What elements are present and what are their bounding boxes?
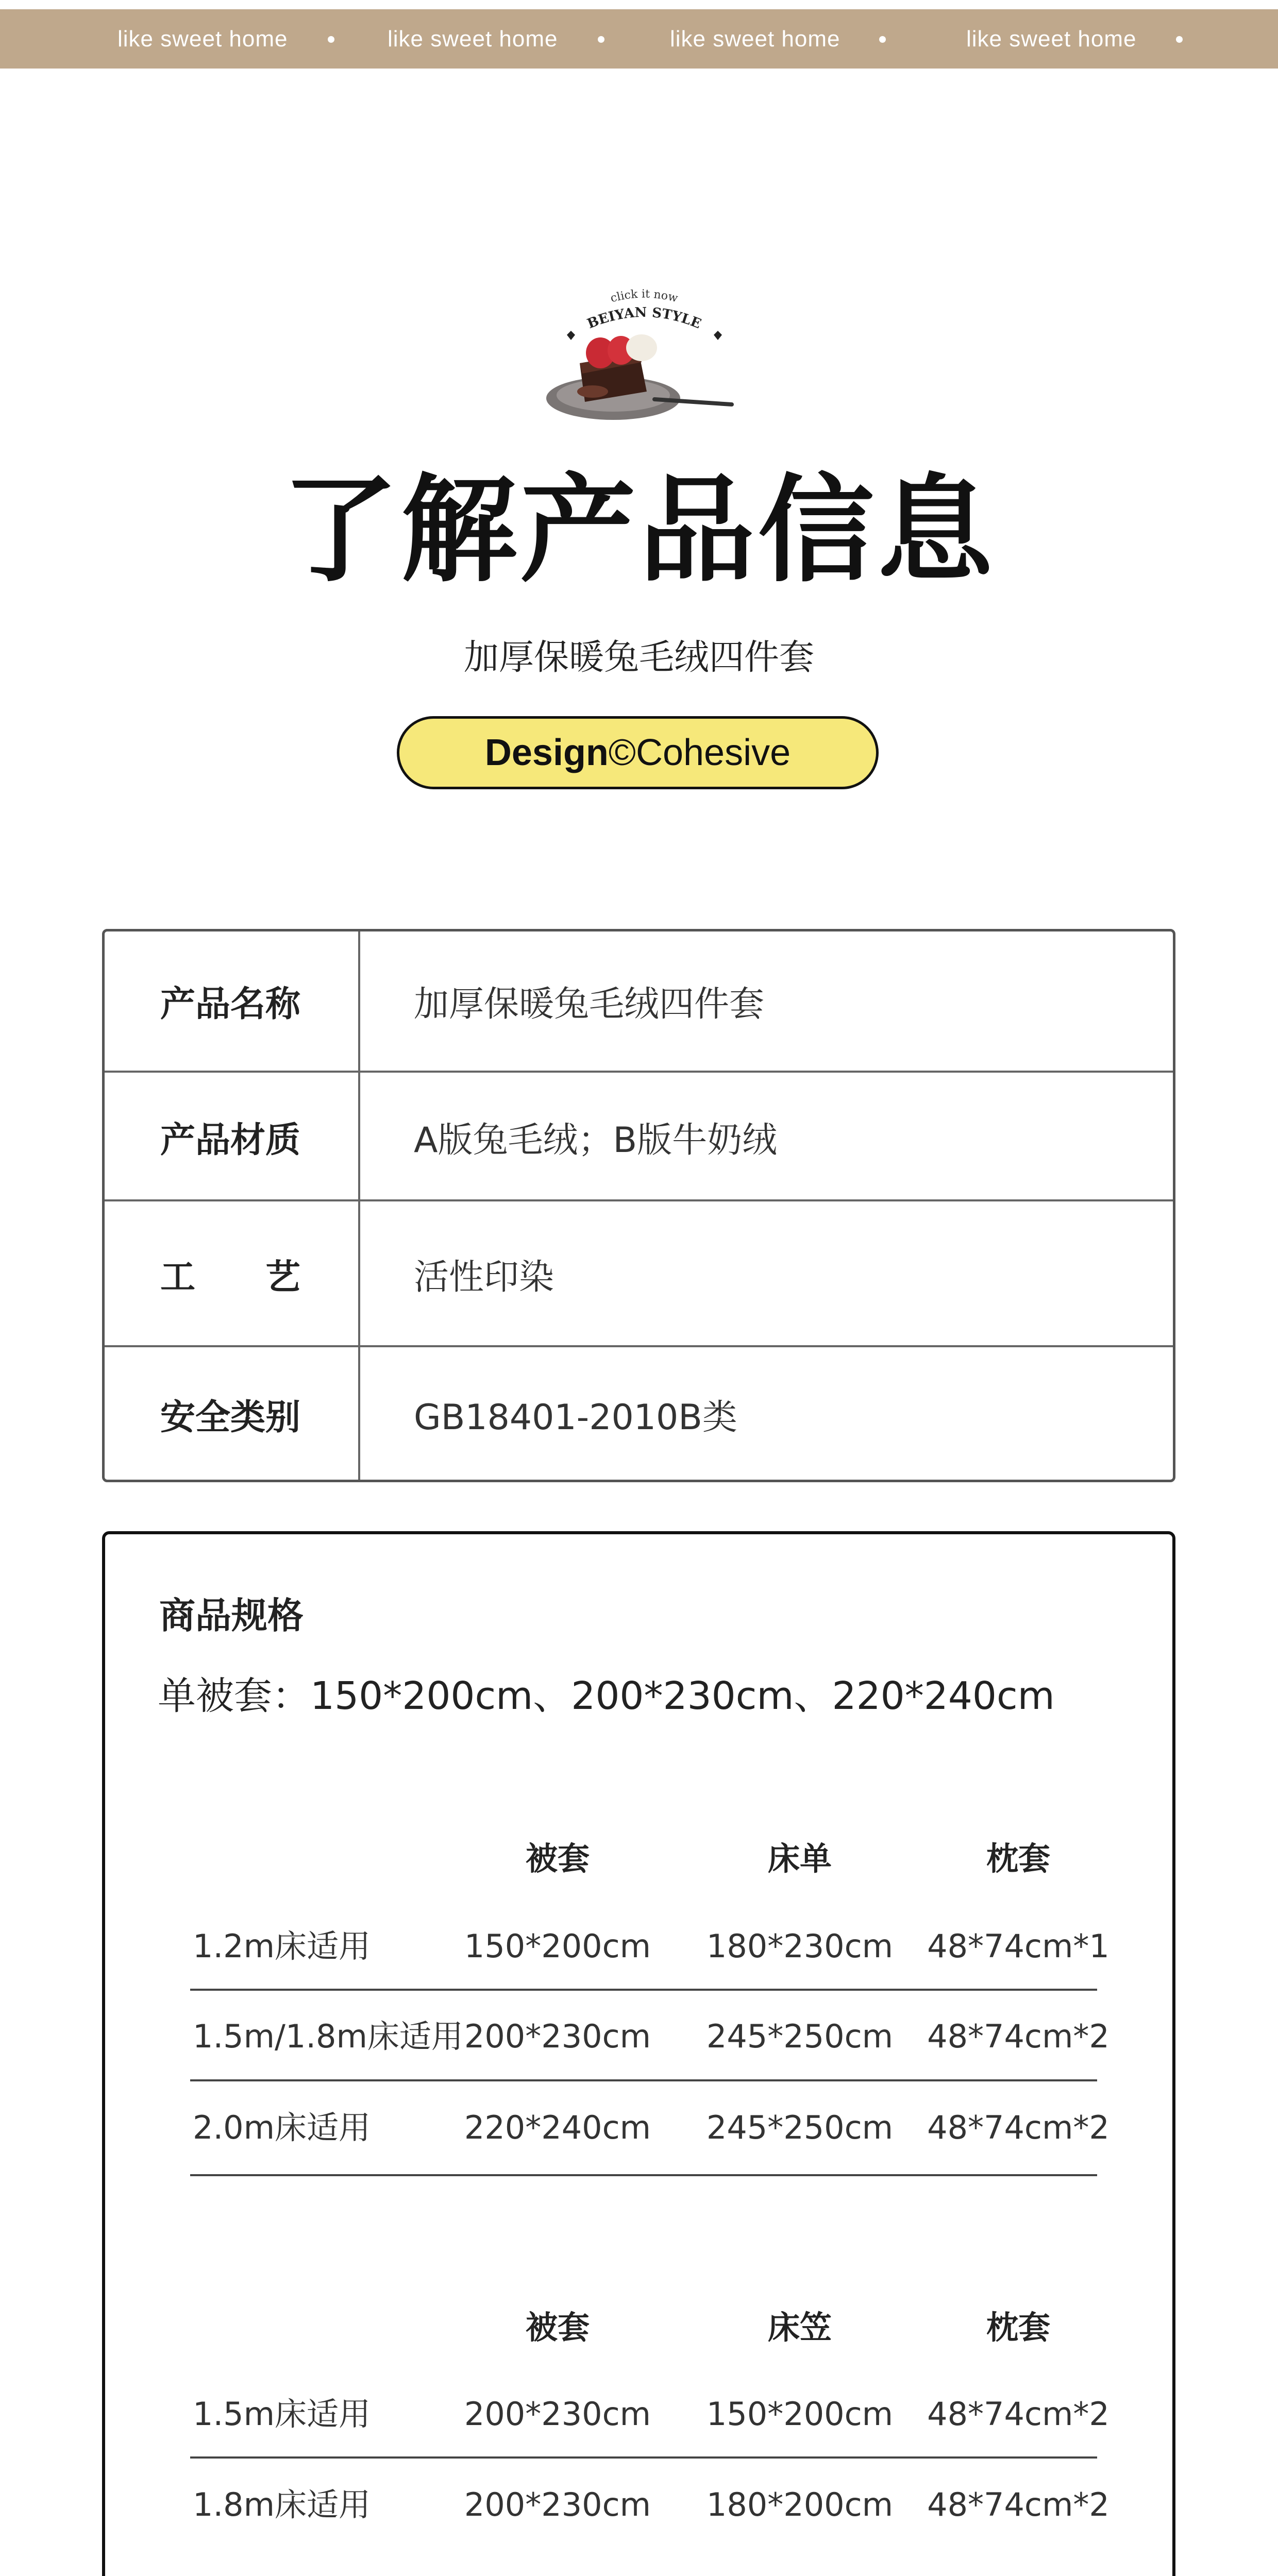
table-cell: 48*74cm*2 bbox=[927, 2486, 1109, 2523]
column-header: 枕套 bbox=[986, 2309, 1051, 2346]
table-row bbox=[190, 2102, 1109, 2154]
banner-text: like sweet home bbox=[117, 26, 288, 52]
table-cell: 200*230cm bbox=[464, 2486, 651, 2523]
svg-text:click it now: click it now bbox=[609, 287, 679, 306]
column-header: 枕套 bbox=[986, 1840, 1051, 1877]
info-value: 活性印染 bbox=[414, 1257, 554, 1298]
column-header: 被套 bbox=[525, 2309, 590, 2346]
table-cell: 48*74cm*2 bbox=[927, 2109, 1109, 2146]
table-cell: 200*230cm bbox=[464, 2018, 651, 2055]
bed-size-cell: 1.2m床适用 bbox=[193, 1927, 371, 1965]
table-cell: 245*250cm bbox=[706, 2018, 894, 2055]
info-value: GB18401-2010B类 bbox=[414, 1397, 737, 1438]
table-cell: 180*200cm bbox=[706, 2486, 894, 2523]
badge-bold-text: Design bbox=[484, 732, 609, 773]
banner-text: like sweet home bbox=[670, 26, 840, 52]
cake-logo-icon bbox=[536, 276, 752, 446]
table-cell: 48*74cm*2 bbox=[927, 2395, 1109, 2433]
table-row bbox=[190, 2388, 1109, 2440]
single-duvet-sizes: 单被套：150*200cm、200*230cm、220*240cm bbox=[158, 1674, 1055, 1718]
top-marquee-banner bbox=[0, 9, 1278, 69]
info-row bbox=[105, 931, 1173, 1071]
info-row bbox=[105, 1071, 1173, 1201]
row-divider bbox=[190, 1989, 1097, 1991]
column-header: 床单 bbox=[767, 1840, 832, 1877]
svg-text:BEIYAN STYLE: BEIYAN STYLE bbox=[585, 304, 703, 332]
table-cell: 150*200cm bbox=[706, 2395, 894, 2433]
table-row bbox=[190, 2011, 1109, 2062]
info-label: 安全类别 bbox=[160, 1397, 301, 1438]
info-value: A版兔毛绒；B版牛奶绒 bbox=[414, 1120, 778, 1161]
bed-size-cell: 1.5m床适用 bbox=[193, 2395, 371, 2433]
table-row bbox=[190, 1921, 1109, 1972]
table-cell: 220*240cm bbox=[464, 2109, 651, 2146]
info-row bbox=[105, 1345, 1173, 1482]
badge-text: ©Cohesive bbox=[608, 732, 791, 773]
banner-dot bbox=[1176, 36, 1183, 43]
row-divider bbox=[190, 2174, 1097, 2176]
page-subtitle: 加厚保暖兔毛绒四件套 bbox=[463, 637, 814, 678]
info-label: 工 艺 bbox=[160, 1257, 301, 1298]
spec-section bbox=[102, 1531, 1175, 2576]
design-cohesive-badge bbox=[397, 716, 879, 789]
banner-dot bbox=[879, 36, 886, 43]
table-cell: 150*200cm bbox=[464, 1927, 651, 1965]
table-row bbox=[190, 2479, 1109, 2531]
product-info-table bbox=[102, 929, 1175, 1482]
banner-dot bbox=[328, 36, 334, 43]
spec-title: 商品规格 bbox=[159, 1595, 304, 1637]
column-header: 被套 bbox=[525, 1840, 590, 1877]
info-label: 产品名称 bbox=[160, 984, 301, 1025]
bed-size-cell: 1.5m/1.8m床适用 bbox=[193, 2018, 463, 2055]
row-divider bbox=[190, 2456, 1097, 2459]
table-cell: 48*74cm*2 bbox=[927, 2018, 1109, 2055]
table-cell: 180*230cm bbox=[706, 1927, 894, 1965]
banner-text: like sweet home bbox=[966, 26, 1137, 52]
info-row bbox=[105, 1199, 1173, 1347]
table-cell: 48*74cm*1 bbox=[927, 1927, 1109, 1965]
info-label: 产品材质 bbox=[160, 1120, 301, 1161]
bed-size-cell: 2.0m床适用 bbox=[193, 2109, 371, 2146]
row-divider bbox=[190, 2079, 1097, 2081]
info-value: 加厚保暖兔毛绒四件套 bbox=[414, 984, 765, 1025]
banner-text: like sweet home bbox=[388, 26, 558, 52]
banner-dot bbox=[598, 36, 604, 43]
table-header bbox=[190, 2302, 1097, 2353]
page-title: 了解产品信息 bbox=[282, 463, 996, 598]
bed-size-cell: 1.8m床适用 bbox=[193, 2486, 371, 2523]
table-cell: 245*250cm bbox=[706, 2109, 894, 2146]
table-cell: 200*230cm bbox=[464, 2395, 651, 2433]
column-header: 床笠 bbox=[767, 2309, 832, 2346]
table-header bbox=[190, 1833, 1097, 1885]
